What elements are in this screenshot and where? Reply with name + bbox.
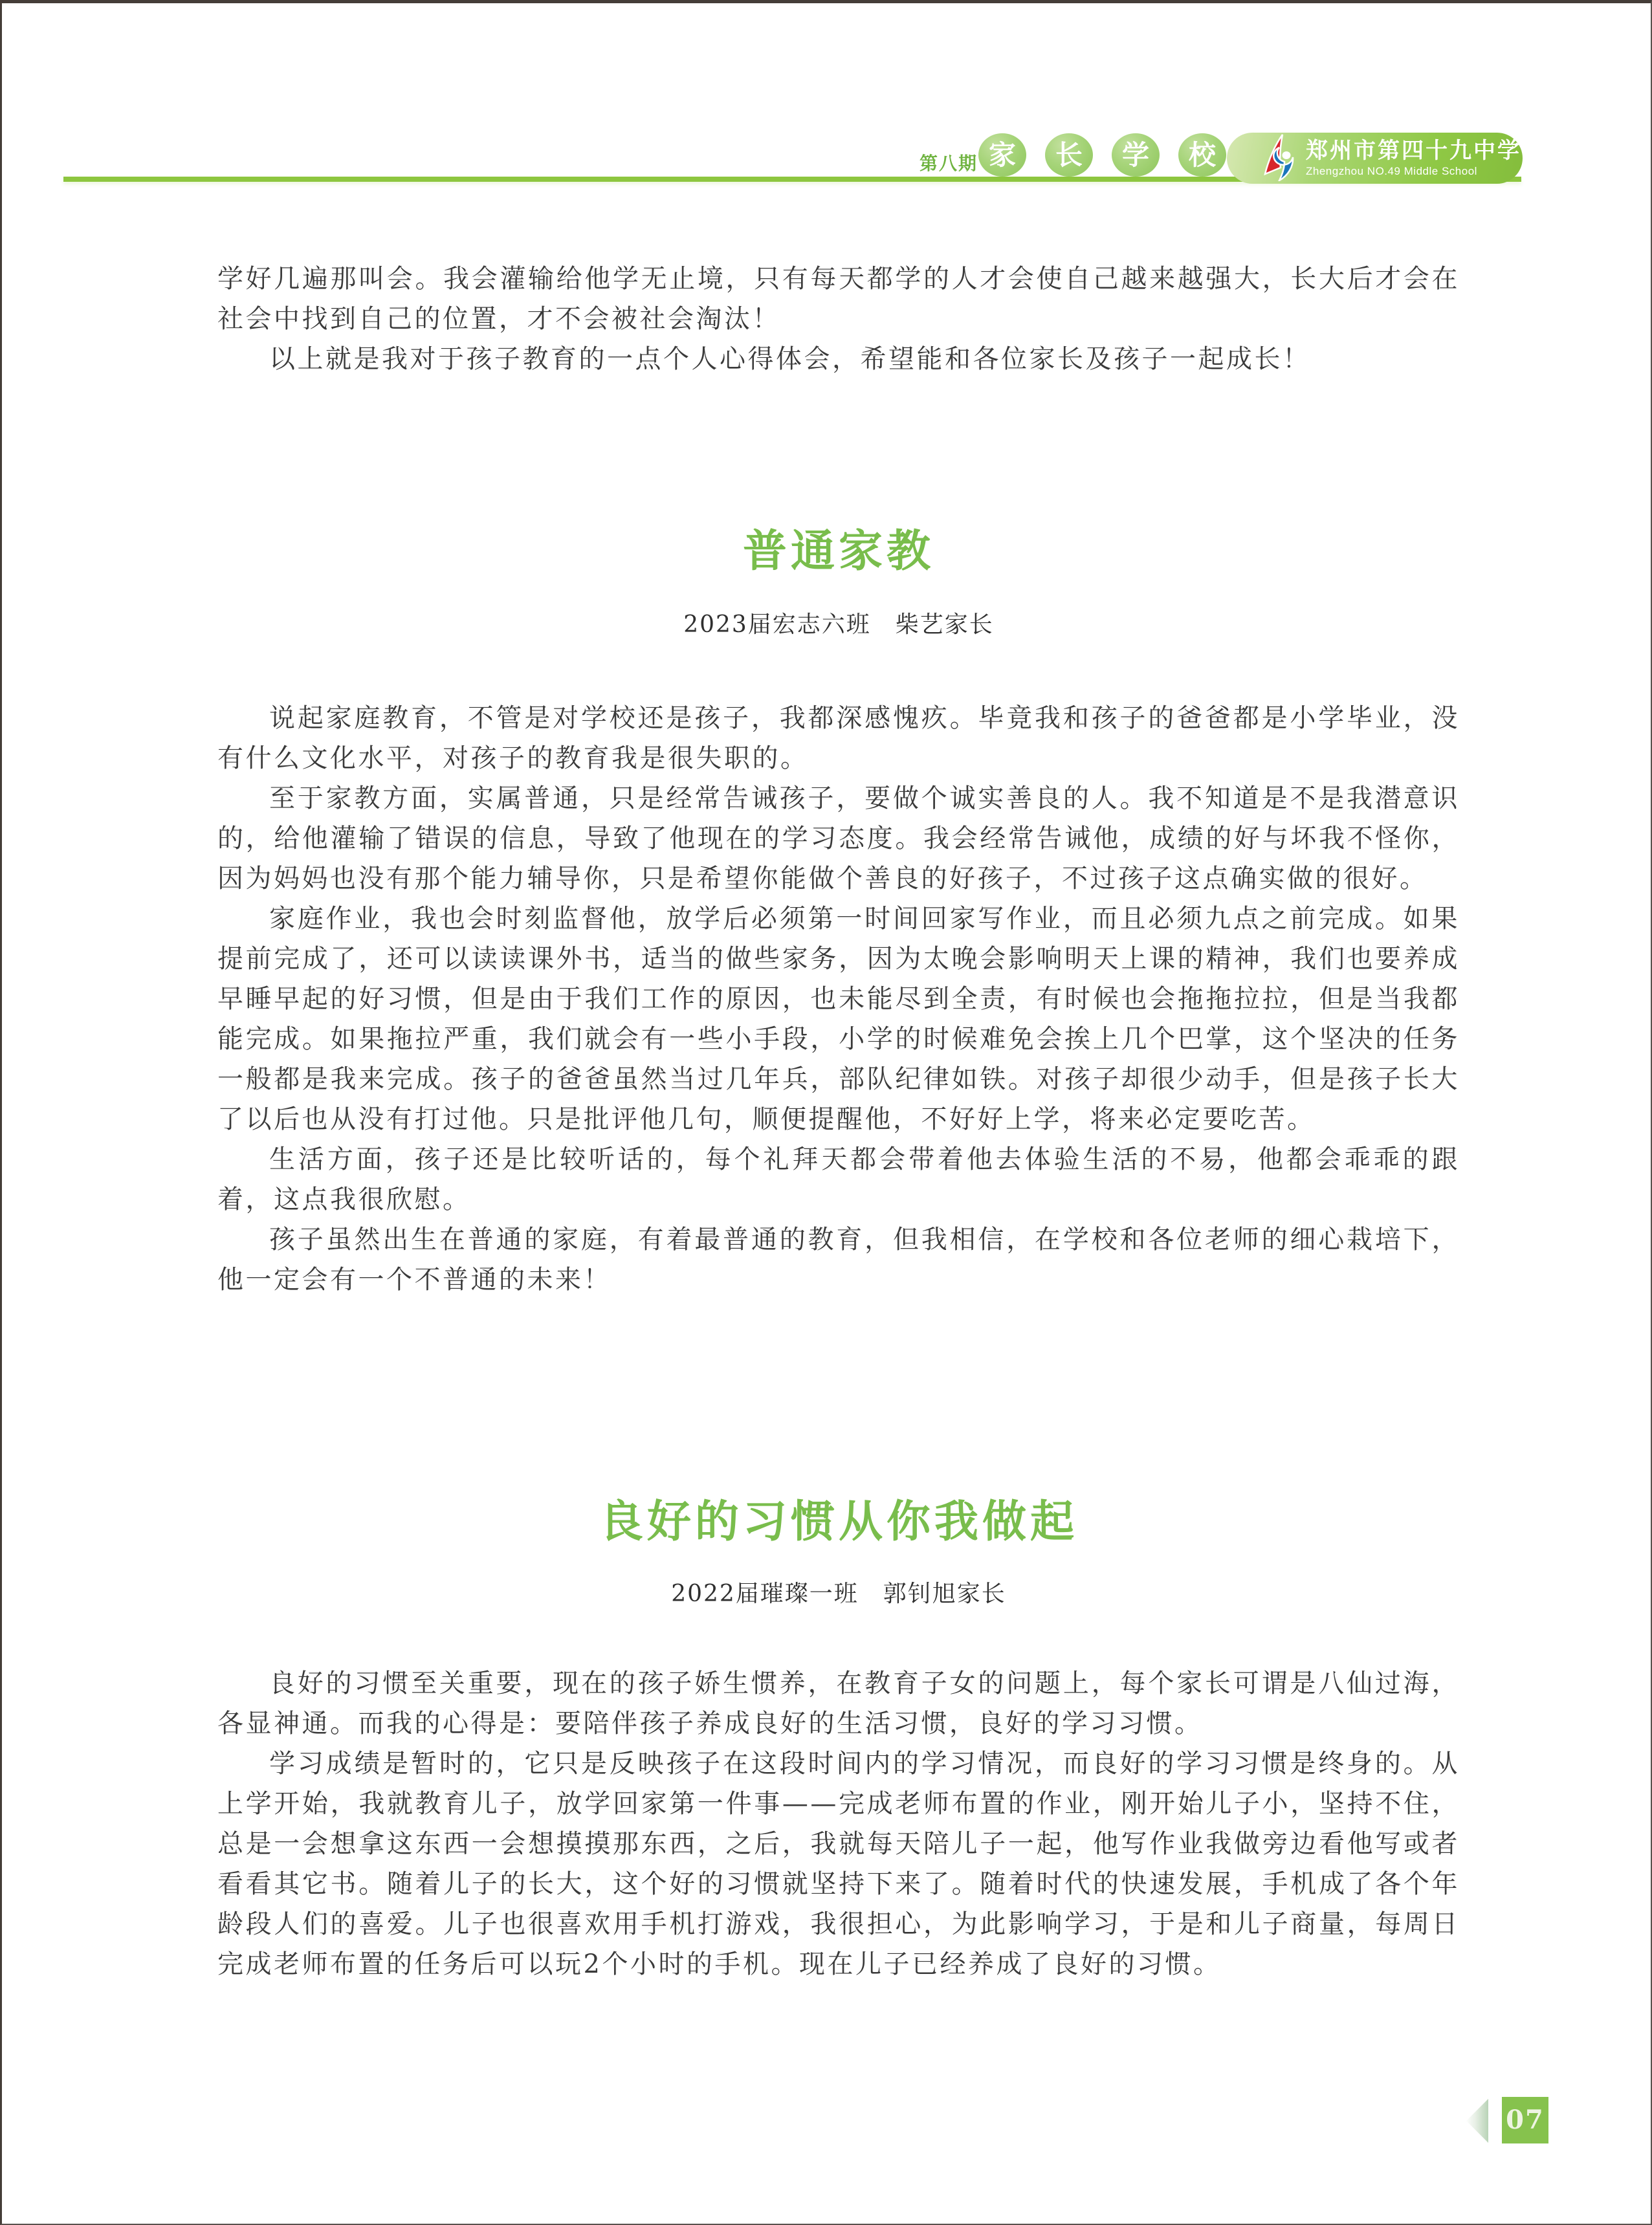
masthead-badge: 家	[978, 133, 1026, 177]
paragraph: 良好的习惯至关重要，现在的孩子娇生惯养，在教育子女的问题上，每个家长可谓是八仙过海，各显神通。而我的心得是：要陪伴孩子养成良好的生活习惯，良好的学习习惯。	[217, 1669, 1460, 1738]
intro-text-block	[217, 259, 1460, 379]
school-name-en: Zhengzhou NO.49 Middle School	[1306, 165, 1477, 177]
article-1-author: 2023届宏志六班 柴艺家长	[683, 611, 994, 638]
page-number-arrow-icon	[1466, 2099, 1488, 2143]
masthead-badge: 学	[1112, 133, 1160, 177]
paragraph: 生活方面，孩子还是比较听话的，每个礼拜天都会带着他去体验生活的不易，他都会乖乖的跟着，这点我很欣慰。	[217, 1145, 1460, 1214]
paragraph: 说起家庭教育，不管是对学校还是孩子，我都深感愧疚。毕竟我和孩子的爸爸都是小学毕业，没有什么文化水平，对孩子的教育我是很失职的。	[217, 703, 1460, 773]
article-2-body	[217, 1663, 1460, 1984]
school-banner	[1227, 133, 1523, 184]
paragraph: 学好几遍那叫会。我会灌输给他学无止境，只有每天都学的人才会使自己越来越强大，长大后才会在社会中找到自己的位置，才不会被社会淘汰！	[217, 264, 1460, 334]
masthead-badge: 校	[1178, 133, 1226, 177]
paragraph: 至于家教方面，实属普通，只是经常告诫孩子，要做个诚实善良的人。我不知道是不是我潜意识的，给他灌输了错误的信息，导致了他现在的学习态度。我会经常告诫他，成绩的好与坏我不怪你，因为妈妈也没有那个能力辅导你，只是希望你能做个善良的好孩子，不过孩子这点确实做的很好。	[217, 784, 1460, 893]
article-2-author: 2022届璀璨一班 郭钊旭家长	[671, 1581, 1006, 1607]
article-2-title: 良好的习惯从你我做起	[599, 1496, 1078, 1548]
school-logo-49-sail-icon	[1259, 133, 1297, 184]
paragraph: 学习成绩是暂时的，它只是反映孩子在这段时间内的学习情况，而良好的学习习惯是终身的。从上学开始，我就教育儿子，放学回家第一件事——完成老师布置的作业，刚开始儿子小，坚持不住，总是一会想拿这东西一会想摸摸那东西，之后，我就每天陪儿子一起，他写作业我做旁边看他写或者看看其它书。随着儿子的长大，这个好的习惯就坚持下来了。随着时代的快速发展，手机成了各个年龄段人们的喜爱。儿子也很喜欢用手机打游戏，我很担心，为此影响学习，于是和儿子商量，每周日完成老师布置的任务后可以玩2个小时的手机。现在儿子已经养成了良好的习惯。	[217, 1749, 1460, 1979]
school-name-cn: 郑州市第四十九中学	[1306, 138, 1521, 164]
page-number: 07	[1502, 2097, 1548, 2143]
article-1-body	[217, 698, 1460, 1300]
article-1-title: 普通家教	[742, 525, 934, 577]
paragraph: 孩子虽然出生在普通的家庭，有着最普通的教育，但我相信，在学校和各位老师的细心栽培下，他一定会有一个不普通的未来！	[217, 1225, 1460, 1295]
issue-label: 第八期	[920, 153, 978, 173]
paragraph: 家庭作业，我也会时刻监督他，放学后必须第一时间回家写作业，而且必须九点之前完成。如果提前完成了，还可以读读课外书，适当的做些家务，因为太晚会影响明天上课的精神，我们也要养成早睡早起的好习惯，但是由于我们工作的原因，也未能尽到全责，有时候也会拖拖拉拉，但是当我都能完成。如果拖拉严重，我们就会有一些小手段，小学的时候难免会挨上几个巴掌，这个坚决的任务一般都是我来完成。孩子的爸爸虽然当过几年兵，部队纪律如铁。对孩子却很少动手，但是孩子长大了以后也从没有打过他。只是批评他几句，顺便提醒他，不好好上学，将来必定要吃苦。	[217, 904, 1460, 1134]
masthead-badge: 长	[1045, 133, 1093, 177]
paragraph: 以上就是我对于孩子教育的一点个人心得体会，希望能和各位家长及孩子一起成长！	[269, 344, 1311, 374]
